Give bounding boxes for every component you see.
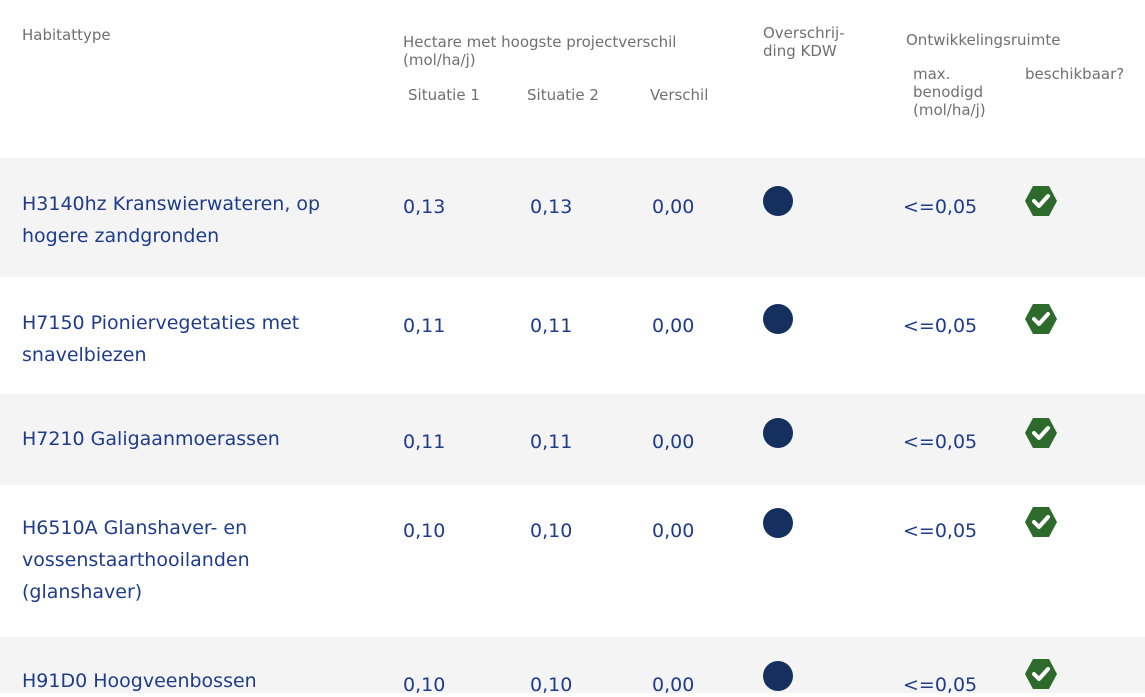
table-row[interactable] xyxy=(0,277,1145,394)
value-verschil: 0,00 xyxy=(652,520,695,542)
header-verschil: Verschil xyxy=(650,86,709,104)
table-row[interactable] xyxy=(0,637,1145,696)
table-row[interactable] xyxy=(0,394,1145,485)
value-situatie2: 0,10 xyxy=(530,520,573,542)
header-max-line2: benodigd xyxy=(913,83,984,101)
habitat-name-line2: hogere zandgronden xyxy=(22,225,220,247)
value-situatie2: 0,11 xyxy=(530,315,573,337)
habitat-name[interactable] xyxy=(22,423,362,455)
check-badge-icon xyxy=(1024,657,1058,691)
table-row[interactable] xyxy=(0,485,1145,637)
value-situatie1: 0,11 xyxy=(403,431,446,453)
value-max-benodigd: <=0,05 xyxy=(903,520,978,542)
habitat-name[interactable] xyxy=(22,512,362,608)
value-verschil: 0,00 xyxy=(652,674,695,696)
check-badge-icon xyxy=(1024,302,1058,336)
value-situatie2: 0,13 xyxy=(530,196,573,218)
value-situatie1: 0,10 xyxy=(403,674,446,696)
check-badge-icon xyxy=(1024,505,1058,539)
table-header xyxy=(0,0,1145,158)
habitat-name-line1: H7210 Galigaanmoerassen xyxy=(22,428,280,450)
habitat-name-line1: H91D0 Hoogveenbossen xyxy=(22,670,257,692)
habitat-name-line1: H7150 Pioniervegetaties met xyxy=(22,312,300,334)
kdw-exceedance-dot-icon xyxy=(763,418,793,448)
header-hectare-line2: (mol/ha/j) xyxy=(403,51,476,69)
header-hectare-line1: Hectare met hoogste projectverschil xyxy=(403,33,677,51)
value-situatie1: 0,11 xyxy=(403,315,446,337)
habitat-name[interactable] xyxy=(22,307,362,371)
header-ontwikkelingsruimte: Ontwikkelingsruimte xyxy=(906,31,1061,49)
value-situatie2: 0,11 xyxy=(530,431,573,453)
value-verschil: 0,00 xyxy=(652,431,695,453)
habitat-name-line3: (glanshaver) xyxy=(22,581,143,603)
header-overschrijding-line1: Overschrij- xyxy=(763,24,845,42)
habitat-name-line1: H6510A Glanshaver- en xyxy=(22,517,248,539)
value-situatie2: 0,10 xyxy=(530,674,573,696)
habitat-name[interactable] xyxy=(22,188,362,252)
header-max-line3: (mol/ha/j) xyxy=(913,101,986,119)
value-max-benodigd: <=0,05 xyxy=(903,196,978,218)
habitat-name-line2: snavelbiezen xyxy=(22,344,147,366)
habitat-name[interactable] xyxy=(22,665,362,697)
header-habitattype: Habitattype xyxy=(22,26,111,44)
kdw-exceedance-dot-icon xyxy=(763,186,793,216)
value-situatie1: 0,13 xyxy=(403,196,446,218)
check-badge-icon xyxy=(1024,184,1058,218)
header-situatie1: Situatie 1 xyxy=(408,86,480,104)
header-beschikbaar: beschikbaar? xyxy=(1025,65,1125,83)
table-row[interactable] xyxy=(0,158,1145,277)
value-max-benodigd: <=0,05 xyxy=(903,431,978,453)
header-overschrijding-line2: ding KDW xyxy=(763,42,837,60)
check-badge-icon xyxy=(1024,416,1058,450)
value-situatie1: 0,10 xyxy=(403,520,446,542)
habitat-name-line1: H3140hz Kranswierwateren, op xyxy=(22,193,321,215)
kdw-exceedance-dot-icon xyxy=(763,508,793,538)
header-situatie2: Situatie 2 xyxy=(527,86,599,104)
value-verschil: 0,00 xyxy=(652,196,695,218)
habitat-name-line2: vossenstaarthooilanden xyxy=(22,549,250,571)
value-max-benodigd: <=0,05 xyxy=(903,674,978,696)
kdw-exceedance-dot-icon xyxy=(763,304,793,334)
header-max-line1: max. xyxy=(913,65,951,83)
kdw-exceedance-dot-icon xyxy=(763,661,793,691)
value-verschil: 0,00 xyxy=(652,315,695,337)
value-max-benodigd: <=0,05 xyxy=(903,315,978,337)
